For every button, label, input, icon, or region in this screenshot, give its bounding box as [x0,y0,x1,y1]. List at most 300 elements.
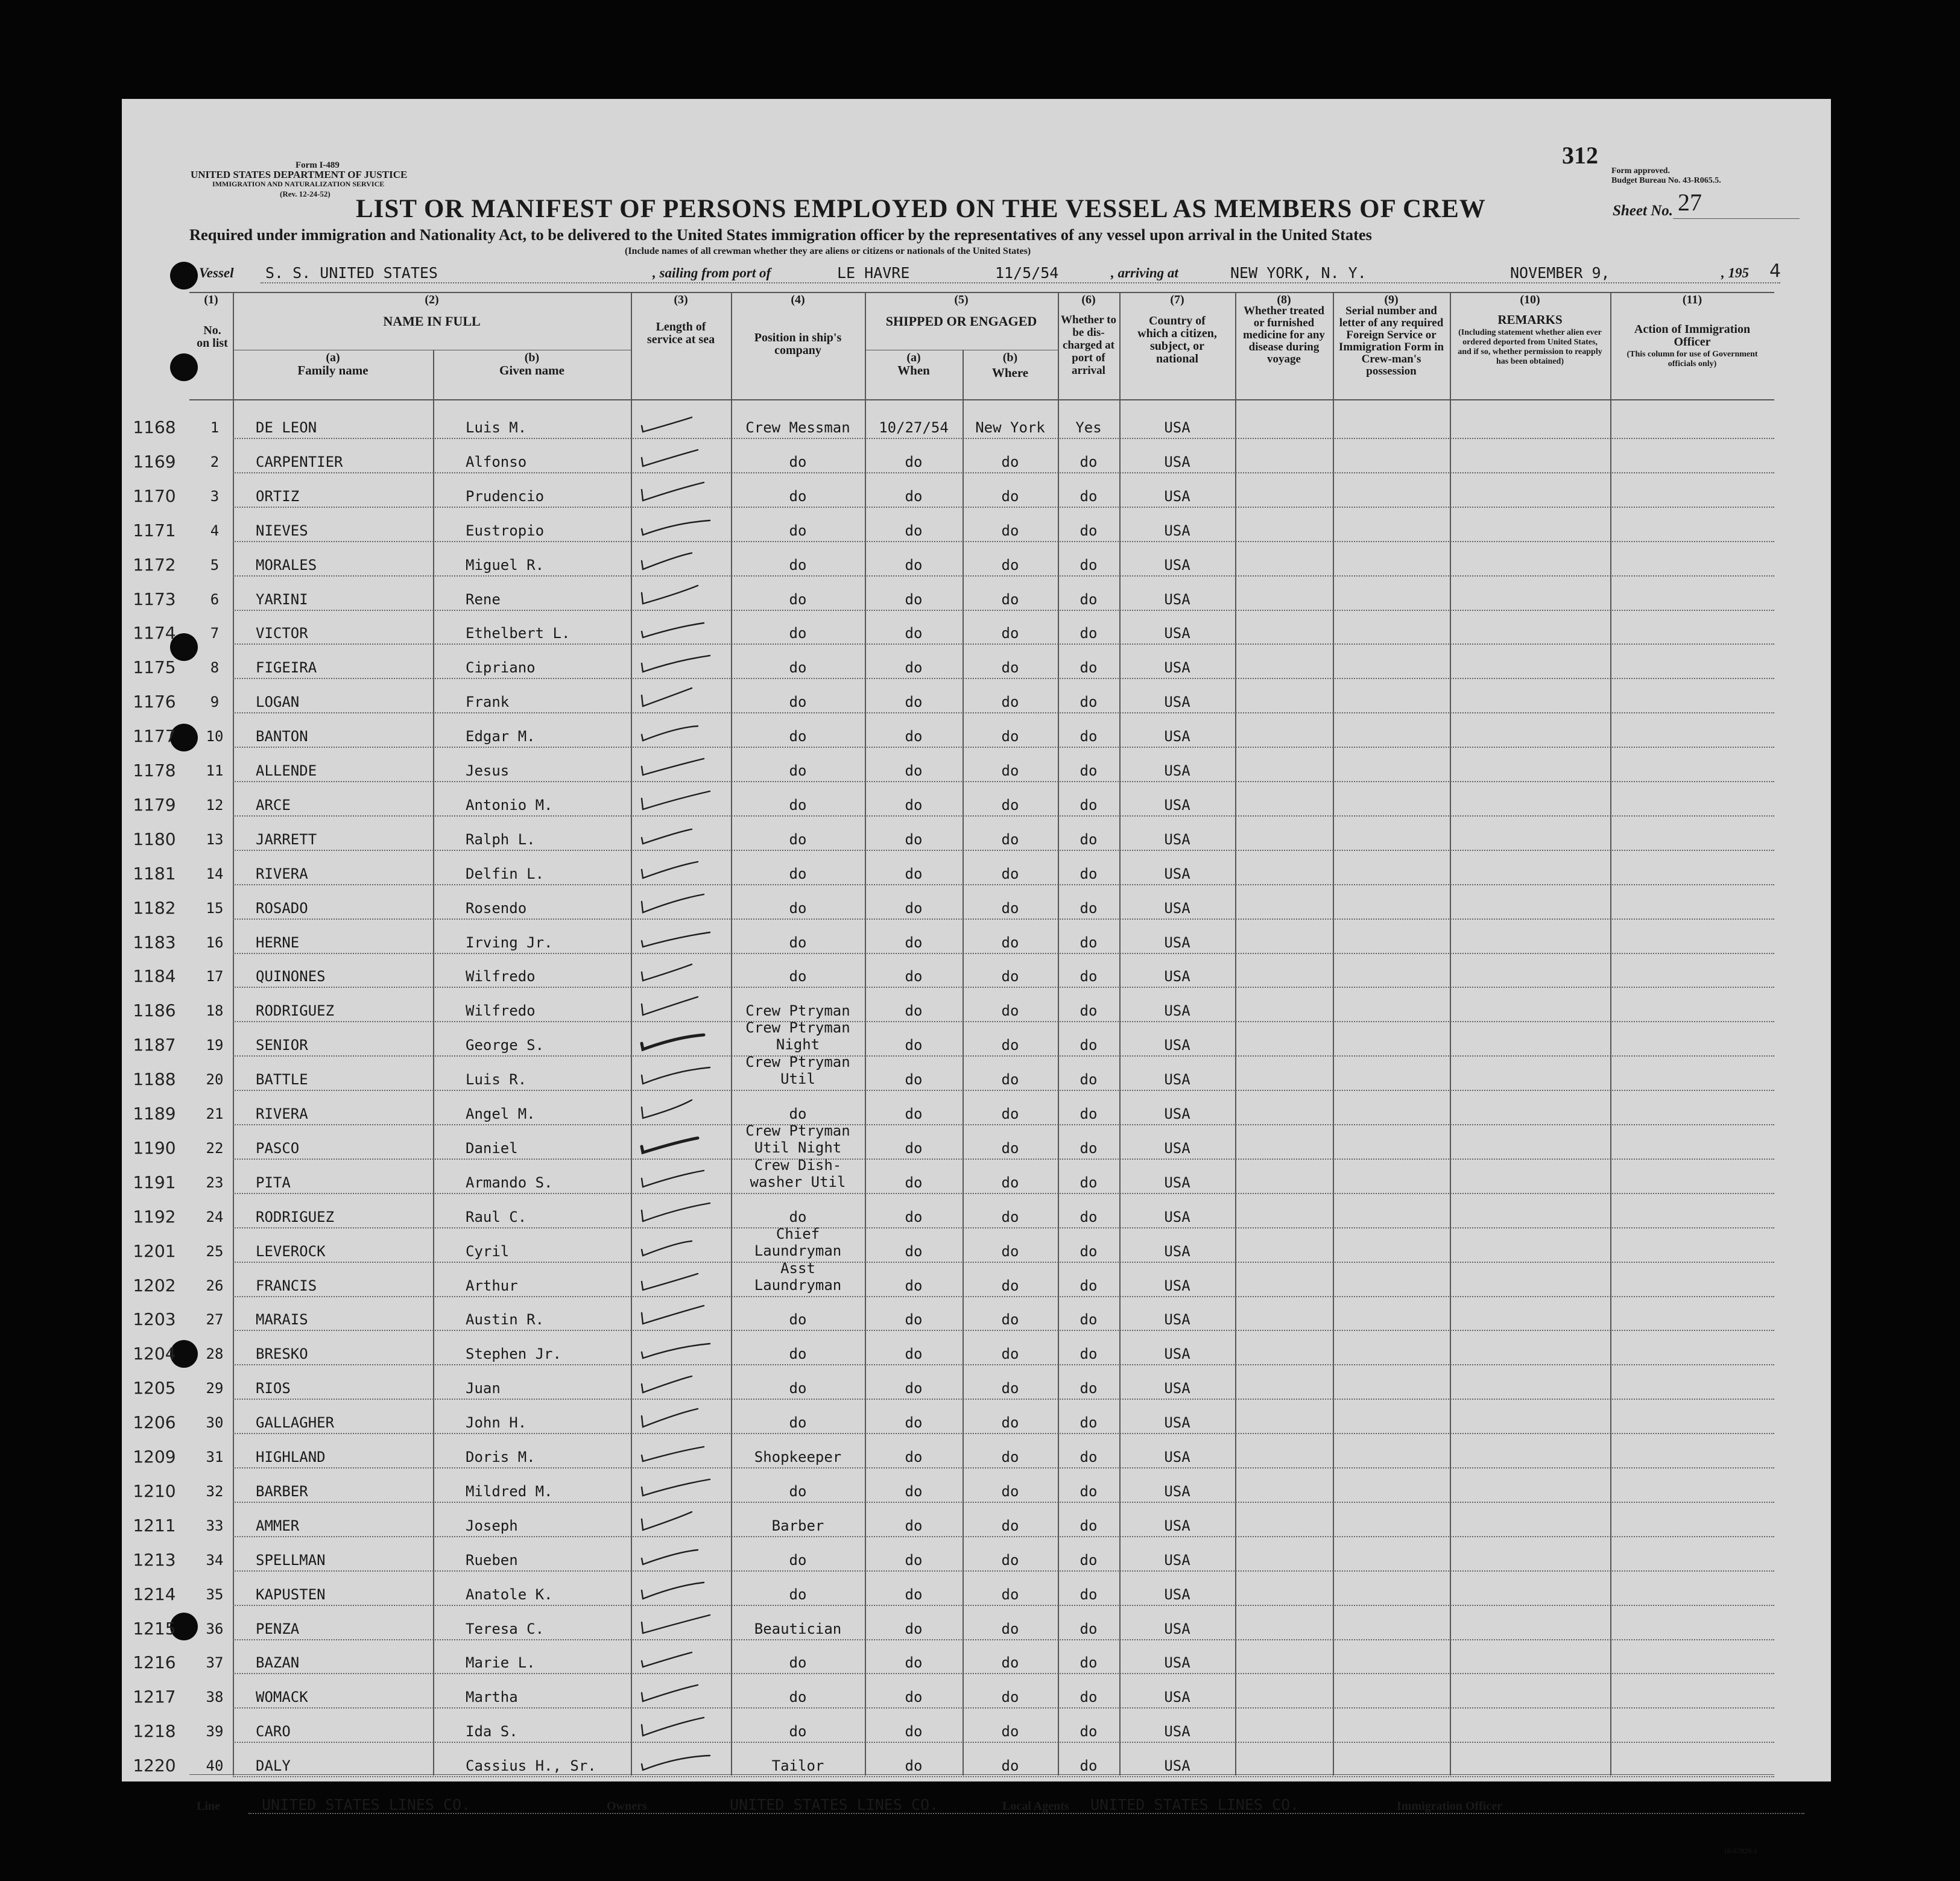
row-country: USA [1164,1037,1190,1054]
row-discharged: do [1080,1208,1098,1225]
row-no: 39 [206,1723,224,1740]
row-country: USA [1164,1242,1190,1260]
row-where: New York [975,419,1045,436]
row-rule [233,1021,1774,1022]
row-where: do [1001,1689,1019,1706]
row-country: USA [1164,1380,1190,1397]
row-discharged: do [1080,1689,1098,1706]
row-where: do [1001,865,1019,882]
row-ref: 1209 [133,1447,176,1467]
col1-number: (1) [204,293,218,306]
row-rule [233,815,1774,817]
row-given: Cipriano [466,659,536,677]
row-given: Antonio M. [466,796,553,814]
row-given: Ethelbert L. [466,625,571,642]
row-ref: 1216 [133,1652,176,1673]
check-mark-icon [634,1472,737,1502]
row-discharged: do [1080,968,1098,985]
row-where: do [1001,453,1019,470]
row-family: BATTLE [256,1071,308,1089]
row-country: USA [1164,865,1190,882]
check-mark-icon [634,1575,737,1605]
row-no: 11 [206,762,224,779]
row-country: USA [1164,659,1190,677]
row-country: USA [1164,1002,1190,1020]
row-position: Barber [771,1517,824,1534]
col-divider [233,292,234,1775]
check-mark-icon [634,1266,737,1296]
row-family: RODRIGUEZ [256,1208,335,1225]
row-position: Shopkeeper [754,1449,842,1465]
check-mark-icon [634,476,737,507]
row-family: BAZAN [256,1654,300,1672]
col3-header: Length of service at sea [646,320,715,346]
row-country: USA [1164,590,1190,608]
row-no: 31 [206,1449,224,1465]
row-ref: 1202 [133,1275,176,1295]
row-position: do [789,762,807,779]
col3-number: (3) [674,293,688,306]
row-discharged: do [1080,1482,1098,1500]
check-mark-icon [634,1677,737,1707]
row-ref: 1172 [133,554,176,575]
col10-note: (Including statement whether alien ever ordered deported from United States, and if so, whether permission to reapply has been obtained) [1458,328,1602,366]
row-country: USA [1164,1517,1190,1534]
row-family: LOGAN [256,694,300,711]
row-where: do [1001,625,1019,642]
row-when: do [905,1620,923,1637]
row-rule [233,953,1774,954]
row-country: USA [1164,728,1190,745]
row-where: do [1001,830,1019,848]
row-given: George S. [466,1037,545,1054]
owners-value: UNITED STATES LINES CO. [730,1796,939,1813]
row-position: do [789,694,807,711]
row-discharged: do [1080,1654,1098,1672]
row-country: USA [1164,762,1190,779]
row-rule [233,1193,1774,1194]
row-ref: 1169 [133,451,176,472]
check-mark-icon [634,545,737,575]
row-ref: 1192 [133,1206,176,1227]
col5-number: (5) [954,293,969,306]
row-no: 25 [206,1242,224,1260]
row-country: USA [1164,1585,1190,1603]
row-when: do [905,659,923,677]
col2-header: NAME IN FULL [383,314,481,329]
row-discharged: do [1080,453,1098,470]
row-discharged: do [1080,1620,1098,1637]
sailing-date: 11/5/54 [995,264,1059,282]
row-where: do [1001,522,1019,539]
row-ref: 1168 [133,417,176,437]
row-where: do [1001,1277,1019,1294]
col2b-number: (b) [524,351,540,364]
row-family: MORALES [256,556,317,574]
row-family: GALLAGHER [256,1414,335,1432]
col-divider [433,350,434,1775]
row-given: Joseph [466,1517,518,1534]
row-no: 16 [206,934,224,951]
check-mark-icon [634,408,737,438]
row-country: USA [1164,1345,1190,1363]
row-family: SPELLMAN [256,1551,326,1569]
row-given: Prudencio [466,487,545,505]
row-rule [233,1673,1774,1674]
row-country: USA [1164,453,1190,470]
sheet-underline [1673,218,1800,219]
row-discharged: do [1080,1242,1098,1260]
check-mark-icon [634,1060,737,1090]
row-position: do [789,1689,807,1706]
row-country: USA [1164,1414,1190,1432]
revision: (Rev. 12-24-52) [280,189,330,198]
check-mark-icon [634,1746,737,1776]
voyage-underline [261,282,1780,283]
row-no: 30 [206,1414,224,1432]
row-country: USA [1164,1620,1190,1637]
row-family: NIEVES [256,522,308,539]
row-where: do [1001,590,1019,608]
col1-header: No. on list [197,324,228,350]
row-country: USA [1164,694,1190,711]
row-discharged: Yes [1075,419,1102,436]
row-ref: 1201 [133,1241,176,1261]
row-family: JARRETT [256,830,317,848]
row-family: FRANCIS [256,1277,317,1294]
col5b-header: Where [991,365,1029,380]
year-label: , 195 [1721,265,1749,280]
line-label: Line [197,1800,220,1813]
row-no: 7 [210,625,220,642]
check-mark-icon [634,716,737,747]
row-discharged: do [1080,865,1098,882]
row-given: Daniel [466,1139,518,1157]
row-rule [233,1536,1774,1537]
row-given: Arthur [466,1277,518,1294]
row-family: BARBER [256,1482,308,1500]
col4-number: (4) [791,293,805,306]
vessel-name: S. S. UNITED STATES [265,264,438,282]
col8-number: (8) [1277,293,1291,306]
row-position: Asst Laundryman [754,1259,842,1294]
row-where: do [1001,899,1019,917]
row-rule [233,1296,1774,1297]
row-country: USA [1164,1208,1190,1225]
row-family: ARCE [256,796,291,814]
col10-header: REMARKS [1497,312,1563,327]
row-where: do [1001,1311,1019,1329]
row-when: do [905,1689,923,1706]
row-no: 19 [206,1037,224,1054]
row-family: QUINONES [256,968,326,985]
row-when: do [905,1449,923,1465]
row-ref: 1173 [133,589,176,609]
row-ref: 1211 [133,1515,176,1535]
row-country: USA [1164,1311,1190,1329]
col8-header: Whether treated or furnished medicine for any disease during voyage [1243,305,1325,365]
row-where: do [1001,1620,1019,1637]
row-family: RIVERA [256,1105,308,1122]
col-divider [1235,292,1236,1775]
row-discharged: do [1080,590,1098,608]
row-when: do [905,487,923,505]
row-position: do [789,625,807,642]
row-given: Anatole K. [466,1585,553,1603]
form-approved: Form approved. [1611,166,1670,175]
col10-number: (10) [1520,293,1540,306]
row-country: USA [1164,1174,1190,1191]
row-family: YARINI [256,590,308,608]
row-no: 40 [206,1757,224,1775]
row-where: do [1001,1723,1019,1740]
row-family: RODRIGUEZ [256,1002,335,1020]
row-family: KAPUSTEN [256,1585,326,1603]
sailing-port: LE HAVRE [837,264,910,282]
col2-number: (2) [425,293,439,306]
row-position: do [789,1414,807,1432]
row-when: do [905,556,923,574]
row-given: Rueben [466,1551,518,1569]
row-where: do [1001,1208,1019,1225]
check-mark-icon [634,1540,737,1570]
row-ref: 1204 [133,1344,176,1364]
row-family: WOMACK [256,1689,308,1706]
col5a-number: (a) [906,351,921,364]
row-when: do [905,1208,923,1225]
row-rule [233,781,1774,782]
row-family: CARPENTIER [256,453,343,470]
row-when: do [905,590,923,608]
row-position: do [789,830,807,848]
row-discharged: do [1080,1551,1098,1569]
row-ref: 1182 [133,897,176,918]
row-given: Irving Jr. [466,934,553,951]
row-position: Chief Laundryman [754,1225,842,1259]
row-rule [233,1159,1774,1160]
row-rule [233,1639,1774,1640]
row-country: USA [1164,487,1190,505]
row-discharged: do [1080,1311,1098,1329]
punch-hole [170,262,198,289]
row-ref: 1220 [133,1756,176,1776]
row-ref: 1184 [133,966,176,987]
row-no: 9 [210,694,220,711]
row-rule [233,678,1774,679]
row-country: USA [1164,830,1190,848]
row-no: 33 [206,1517,224,1534]
row-family: CARO [256,1723,291,1740]
row-when: do [905,968,923,985]
row-family: VICTOR [256,625,308,642]
row-discharged: do [1080,522,1098,539]
row-where: do [1001,1242,1019,1260]
check-mark-icon [634,1128,737,1159]
form-number: Form I-489 [296,160,340,170]
row-where: do [1001,796,1019,814]
row-rule [233,884,1774,885]
sheet-number: 27 [1678,189,1702,216]
row-given: Frank [466,694,510,711]
row-discharged: do [1080,1139,1098,1157]
row-given: Delfin L. [466,865,545,882]
row-when: 10/27/54 [879,419,949,436]
row-discharged: do [1080,1174,1098,1191]
check-mark-icon [634,923,737,953]
check-mark-icon [634,1643,737,1673]
row-where: do [1001,487,1019,505]
check-mark-icon [634,1231,737,1262]
col-divider [631,292,632,1775]
row-where: do [1001,1071,1019,1089]
row-where: do [1001,659,1019,677]
col5a-header: When [897,363,930,378]
row-when: do [905,1037,923,1054]
check-mark-icon [634,888,737,918]
row-where: do [1001,1037,1019,1054]
row-when: do [905,830,923,848]
row-position: do [789,590,807,608]
col9-header: Serial number and letter of any required Foreign Service or Immigration Form in Crew-man's possession [1338,305,1444,378]
row-rule [233,438,1774,439]
row-ref: 1174 [133,623,176,643]
agents-label: Local Agents [1002,1800,1069,1813]
row-where: do [1001,1380,1019,1397]
row-given: Stephen Jr. [466,1345,561,1363]
owners-label: Owners [607,1800,647,1813]
row-country: USA [1164,1551,1190,1569]
row-ref: 1203 [133,1309,176,1330]
row-given: Wilfredo [466,968,536,985]
col11-number: (11) [1682,293,1702,306]
check-mark-icon [634,1403,737,1433]
row-rule [233,712,1774,713]
check-mark-icon [634,648,737,678]
header-bottom-rule [189,399,1774,400]
row-no: 34 [206,1551,224,1569]
row-country: USA [1164,419,1190,436]
col2b-header: Given name [499,363,564,378]
row-where: do [1001,1139,1019,1157]
row-given: John H. [466,1414,527,1432]
col9-number: (9) [1384,293,1399,306]
row-ref: 1171 [133,520,176,540]
row-where: do [1001,728,1019,745]
page-number: 312 [1562,142,1598,169]
row-position: do [789,968,807,985]
row-position: Crew Ptryman Night [745,1019,850,1054]
row-where: do [1001,1482,1019,1500]
col5-header: SHIPPED OR ENGAGED [885,314,1037,329]
row-where: do [1001,968,1019,985]
row-rule [233,1570,1774,1572]
row-country: USA [1164,1071,1190,1089]
row-position: Beautician [754,1620,842,1637]
row-discharged: do [1080,796,1098,814]
row-family: DE LEON [256,419,317,436]
row-position: do [789,522,807,539]
row-rule [233,643,1774,645]
row-given: Wilfredo [466,1002,536,1020]
row-family: ROSADO [256,899,308,917]
row-when: do [905,762,923,779]
check-mark-icon [634,1609,737,1639]
check-mark-icon [634,1437,737,1467]
row-rule [233,1467,1774,1468]
row-rule [233,1399,1774,1400]
row-family: BANTON [256,728,308,745]
row-discharged: do [1080,1277,1098,1294]
row-when: do [905,522,923,539]
row-discharged: do [1080,1585,1098,1603]
row-ref: 1181 [133,863,176,884]
row-country: USA [1164,1757,1190,1775]
row-ref: 1176 [133,692,176,712]
row-where: do [1001,694,1019,711]
check-mark-icon [634,1368,737,1399]
row-no: 28 [206,1345,224,1363]
row-discharged: do [1080,556,1098,574]
row-no: 27 [206,1311,224,1329]
row-where: do [1001,1174,1019,1191]
row-rule [233,747,1774,748]
col-divider [1333,292,1334,1775]
row-no: 38 [206,1689,224,1706]
row-when: do [905,1311,923,1329]
row-rule [233,1707,1774,1709]
row-country: USA [1164,1654,1190,1672]
row-when: do [905,1277,923,1294]
service-name: IMMIGRATION AND NATURALIZATION SERVICE [212,180,385,188]
agents-value: UNITED STATES LINES CO. [1090,1796,1300,1813]
row-ref: 1214 [133,1584,176,1604]
row-position: do [789,865,807,882]
row-no: 26 [206,1277,224,1294]
row-ref: 1217 [133,1687,176,1707]
row-ref: 1210 [133,1481,176,1501]
line-value: UNITED STATES LINES CO. [262,1796,471,1813]
col6-number: (6) [1081,293,1096,306]
col11-note: (This column for use of Government officials only) [1626,350,1758,368]
row-discharged: do [1080,1002,1098,1020]
row-family: HIGHLAND [256,1449,326,1465]
row-when: do [905,1242,923,1260]
row-when: do [905,1139,923,1157]
row-given: Armando S. [466,1174,553,1191]
row-rule [233,575,1774,577]
row-position: do [789,1482,807,1500]
row-no: 17 [206,968,224,985]
check-mark-icon [634,613,737,643]
row-where: do [1001,1517,1019,1534]
row-position: Crew Dish- washer Util [750,1156,846,1190]
row-when: do [905,1654,923,1672]
row-when: do [905,865,923,882]
row-given: Rene [466,590,501,608]
row-position: do [789,1311,807,1329]
row-discharged: do [1080,659,1098,677]
vessel-label: Vessel [199,265,234,280]
row-no: 29 [206,1380,224,1397]
row-given: Raul C. [466,1208,527,1225]
row-given: Luis R. [466,1071,527,1089]
row-no: 1 [210,419,220,436]
row-when: do [905,1380,923,1397]
row-ref: 1179 [133,794,176,815]
row-no: 6 [210,590,220,608]
row-when: do [905,1482,923,1500]
row-position: do [789,796,807,814]
